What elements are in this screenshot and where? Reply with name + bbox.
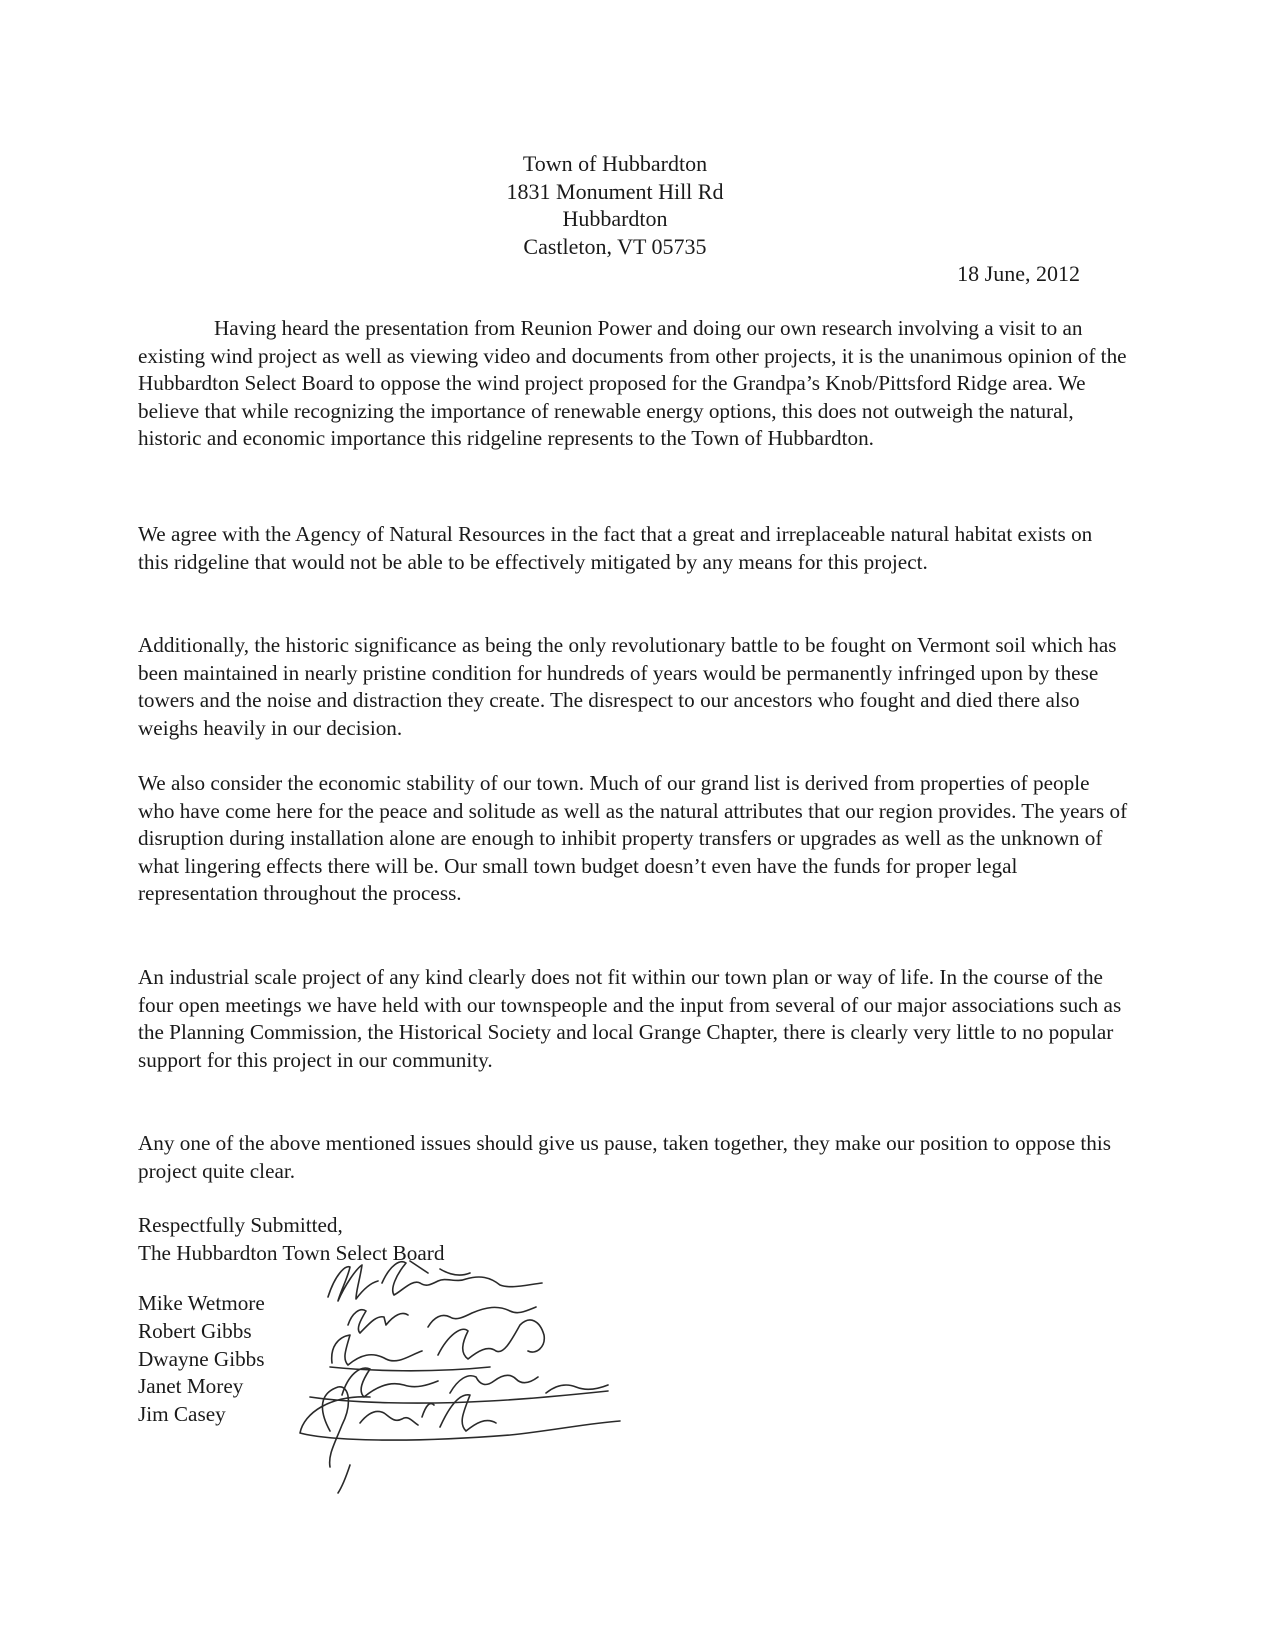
signature-2	[348, 1307, 536, 1333]
paragraph-habitat: We agree with the Agency of Natural Resources in the fact that a great and irreplaceable natural habitat exists on this ridgeline that would not be able to be effectively mitigated by any means for this project.	[138, 522, 1093, 574]
handwritten-signatures	[290, 1255, 630, 1495]
signer-name: Dwayne Gibbs	[138, 1346, 265, 1371]
signer-name: Janet Morey	[138, 1374, 244, 1399]
letter-date: 18 June, 2012	[957, 261, 1080, 286]
signer-name: Jim Casey	[138, 1402, 226, 1427]
letterhead-village: Hubbardton	[562, 206, 668, 231]
letterhead-town: Town of Hubbardton	[522, 151, 708, 176]
signature-3	[332, 1320, 545, 1365]
closing-salutation: Respectfully Submitted,	[138, 1213, 343, 1237]
paragraph-conclusion: Any one of the above mentioned issues should give us pause, taken together, they make our position to oppose this project quite clear.	[138, 1131, 1112, 1183]
paragraph-community: An industrial scale project of any kind clearly does not fit within our town plan or way of life. In the course of the four open meetings we have held with our townspeople and the input from several of our major associations such as the Planning Commission, the Historical Society and local Grange Chapter, there is clearly very little to no popular support for this project in our community.	[138, 965, 1122, 1072]
signer-name: Robert Gibbs	[138, 1318, 252, 1343]
signer-name: Mike Wetmore	[138, 1291, 265, 1315]
letterhead-street: 1831 Monument Hill Rd	[506, 178, 724, 204]
closing-board: The Hubbardton Town Select Board	[138, 1240, 445, 1265]
letterhead	[400, 150, 830, 260]
paragraph-historic: Additionally, the historic significance as being the only revolutionary battle to be fought on Vermont soil which has been maintained in nearly pristine condition for hundreds of years would be permanently infringed upon by these towers and the noise and distraction they create. The disrespect to our ancestors who fought and died there also weighs heavily in our decision.	[138, 633, 1117, 740]
paragraph-opposition: Having heard the presentation from Reunion Power and doing our own research involving a visit to an existing wind project as well as viewing video and documents from other projects, it is the unanimous opinion of the Hubbardton Select Board to oppose the wind project proposed for the Grandpa’s Knob/Pittsford Ridge area. We believe that while recognizing the importance of renewable energy options, this does not outweigh the natural, historic and economic importance this ridgeline represents to the Town of Hubbardton.	[138, 316, 1127, 451]
signature-4	[342, 1368, 608, 1397]
letterhead-city: Castleton, VT 05735	[523, 233, 707, 259]
paragraph-economic: We also consider the economic stability of our town. Much of our grand list is derived from properties of people who have come here for the peace and solitude as well as the natural attributes that our region provides. The years of disruption during installation alone are enough to inhibit property transfers or upgrades as well as the unknown of what lingering effects there will be. Our small town budget doesn’t even have the funds for proper legal representation throughout the process.	[138, 771, 1128, 906]
signature-5	[322, 1387, 496, 1467]
signature-1	[328, 1262, 542, 1301]
signer-list	[138, 1290, 265, 1429]
